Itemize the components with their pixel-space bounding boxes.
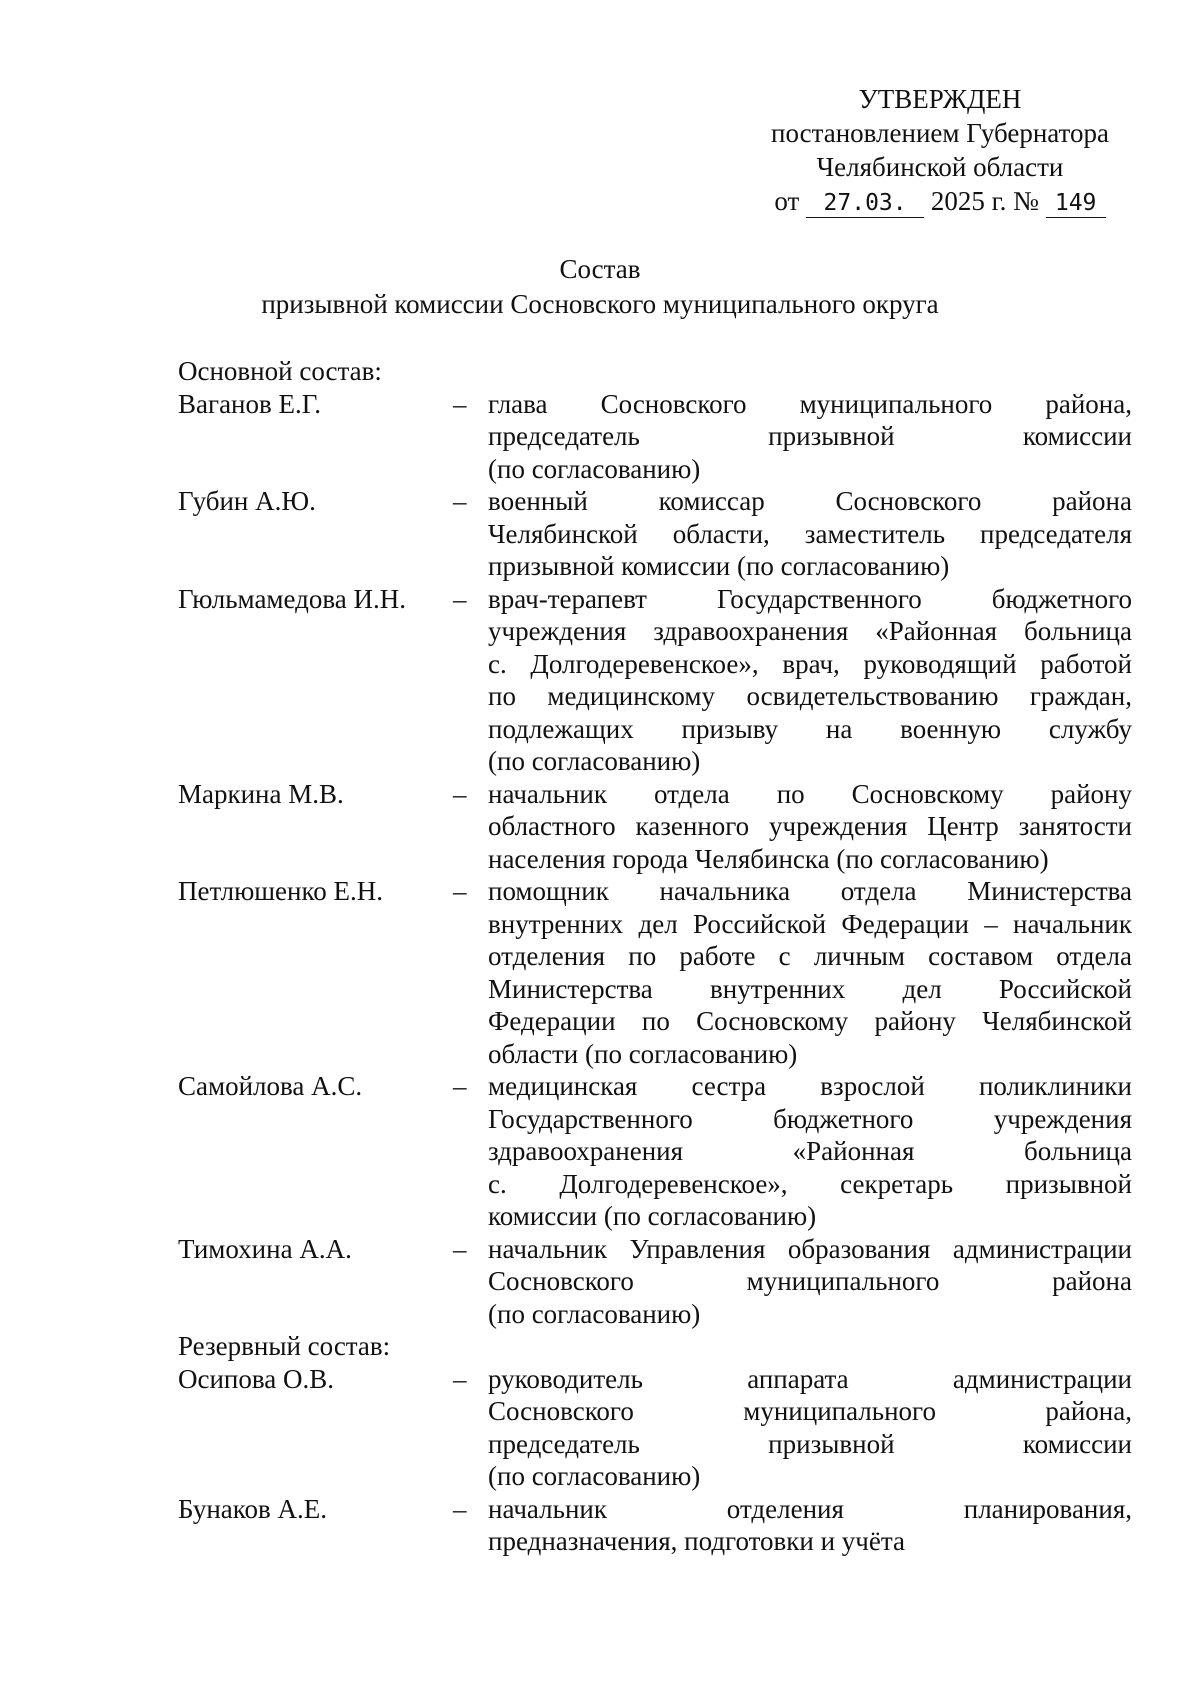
date-value: 27.03. [806, 189, 924, 218]
approval-stamp [740, 82, 1140, 218]
member-role [488, 485, 1132, 583]
member-role-line: медицинская сестра взрослой поликлиники [488, 1071, 1132, 1101]
member-dash: – [453, 388, 467, 419]
member-entry [178, 485, 1132, 583]
member-role-line: помощник начальника отдела Министерства [488, 876, 1132, 906]
member-role-line: председатель призывной комиссии [488, 1428, 1132, 1459]
member-name: Бунаков А.Е. [178, 1493, 328, 1524]
member-role-line: Челябинской области, заместитель председателя [488, 518, 1132, 549]
member-dash: – [453, 486, 467, 516]
member-role [488, 583, 1132, 778]
document-number: 149 [1046, 189, 1106, 218]
member-role-line: Сосновского муниципального района, [488, 1396, 1132, 1426]
member-role-line: здравоохранения «Районная больница [488, 1136, 1132, 1166]
member-dash: – [453, 1493, 467, 1524]
member-dash: – [453, 583, 467, 614]
approval-line-1: постановлением Губернатора [771, 118, 1109, 148]
member-dash: – [453, 1233, 467, 1264]
member-role [488, 1070, 1132, 1233]
member-role [488, 1493, 1132, 1558]
member-role-line: Государственного бюджетного учреждения [488, 1103, 1132, 1134]
member-role-line: (по согласованию) [488, 746, 701, 776]
member-role-line: Министерства внутренних дел Российской [488, 973, 1132, 1004]
member-role-line: начальник отделения планирования, [488, 1493, 1132, 1524]
main-section-label: Основной состав: [178, 356, 382, 386]
member-role-line: (по согласованию) [488, 1461, 701, 1491]
approval-title: УТВЕРЖДЕН [858, 84, 1022, 114]
member-role-line: комиссии (по согласованию) [488, 1201, 817, 1231]
commission-list [178, 355, 1132, 1558]
member-role-line: внутренних дел Российской Федерации – начальник [488, 908, 1132, 939]
member-dash: – [453, 1071, 467, 1101]
member-role-line: области (по согласованию) [488, 1038, 798, 1069]
member-role-line: (по согласованию) [488, 453, 701, 484]
member-role-line: начальник отдела по Сосновскому району [488, 778, 1132, 809]
member-name: Ваганов Е.Г. [178, 388, 322, 419]
member-entry [178, 388, 1132, 486]
approval-line-2: Челябинской области [816, 152, 1064, 182]
member-role-line: Сосновского муниципального района [488, 1266, 1132, 1296]
member-role-line: подлежащих призыву на военную службу [488, 713, 1132, 744]
approval-date-line [740, 184, 1140, 218]
member-dash: – [453, 876, 467, 906]
member-entry [178, 1493, 1132, 1558]
member-entry [178, 1233, 1132, 1331]
member-name: Гюльмамедова И.Н. [178, 583, 407, 614]
member-name: Тимохина А.А. [178, 1233, 352, 1264]
member-entry [178, 1070, 1132, 1233]
member-entry [178, 583, 1132, 778]
document-title: Состав [559, 254, 641, 284]
member-role [488, 388, 1132, 486]
document-subtitle: призывной комиссии Сосновского муниципального округа [261, 289, 939, 319]
member-role-line: предназначения, подготовки и учёта [488, 1526, 905, 1556]
member-dash: – [453, 1363, 467, 1394]
member-role-line: (по согласованию) [488, 1298, 701, 1329]
member-role-line: врач-терапевт Государственного бюджетного [488, 583, 1132, 614]
member-role-line: с. Долгодеревенское», врач, руководящий работой [488, 648, 1132, 679]
member-name: Самойлова А.С. [178, 1071, 363, 1101]
member-name: Осипова О.В. [178, 1363, 335, 1394]
reserve-section-label: Резервный состав: [178, 1331, 391, 1361]
main-members [178, 388, 1132, 1331]
member-entry [178, 778, 1132, 876]
member-entry [178, 1363, 1132, 1493]
reserve-members [178, 1363, 1132, 1558]
member-role-line: глава Сосновского муниципального района, [488, 388, 1132, 419]
member-name: Губин А.Ю. [178, 486, 316, 516]
member-name: Маркина М.В. [178, 778, 344, 809]
member-role [488, 1363, 1132, 1493]
member-name: Петлюшенко Е.Н. [178, 876, 383, 906]
member-role-line: военный комиссар Сосновского района [488, 486, 1132, 516]
member-role [488, 778, 1132, 876]
member-role [488, 1233, 1132, 1331]
member-role-line: руководитель аппарата администрации [488, 1363, 1132, 1394]
year-text: 2025 г. № [930, 186, 1039, 216]
member-role-line: Федерации по Сосновскому району Челябинской [488, 1006, 1132, 1036]
member-role-line: отделения по работе с личным составом отдела [488, 941, 1132, 971]
member-role [488, 875, 1132, 1070]
date-prefix: от [774, 186, 800, 216]
member-role-line: областного казенного учреждения Центр занятости [488, 811, 1132, 841]
member-role-line: учреждения здравоохранения «Районная больница [488, 616, 1132, 646]
member-dash: – [453, 778, 467, 809]
member-role-line: с. Долгодеревенское», секретарь призывной [488, 1168, 1132, 1199]
member-role-line: населения города Челябинска (по согласованию) [488, 843, 1049, 874]
member-role-line: начальник Управления образования администрации [488, 1233, 1132, 1264]
member-entry [178, 875, 1132, 1070]
member-role-line: председатель призывной комиссии [488, 421, 1132, 451]
member-role-line: призывной комиссии (по согласованию) [488, 551, 950, 581]
member-role-line: по медицинскому освидетельствованию граждан, [488, 681, 1132, 711]
